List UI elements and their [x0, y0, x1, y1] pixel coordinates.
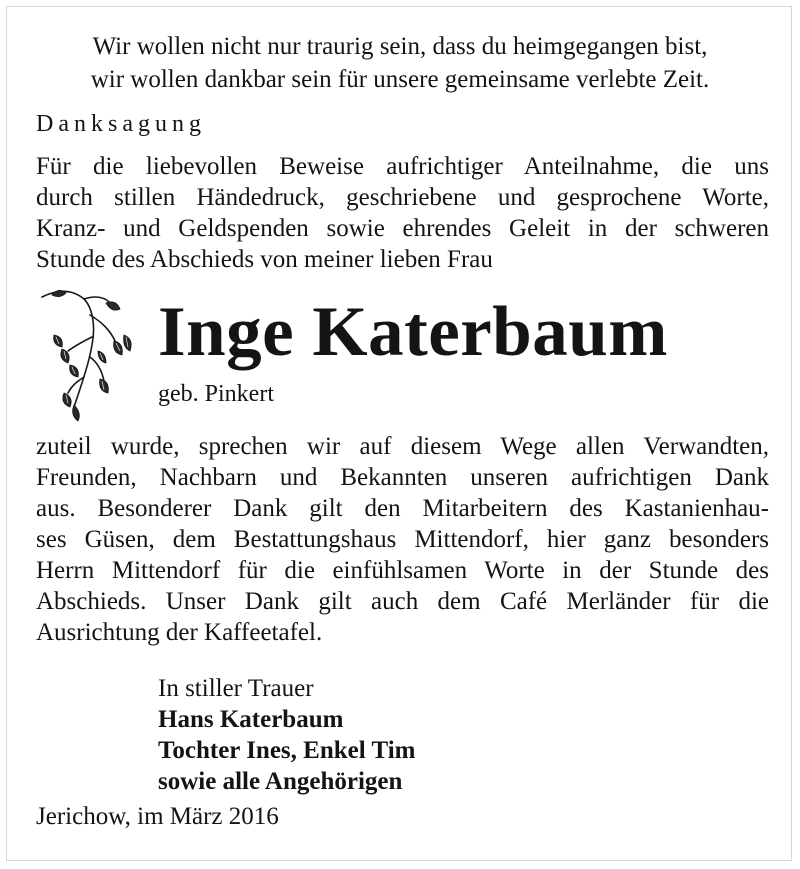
paragraph-2-line: zuteil wurde, sprechen wir auf diesem Wege allen Verwandten, [36, 433, 769, 460]
signature-intro: In stiller Trauer [158, 675, 314, 702]
maiden-name: geb. Pinkert [158, 381, 274, 407]
birch-branch-icon [40, 285, 140, 425]
motto [0, 30, 800, 96]
paragraph-1-line: Kranz- und Geldspenden sowie ehrendes Geleit in der schweren [36, 215, 769, 242]
motto-line-2: wir wollen dankbar sein für unsere gemeinsame verlebte Zeit. [90, 66, 710, 93]
signature-block [158, 673, 415, 797]
paragraph-2-line: ses Güsen, dem Bestattungshaus Mittendorf, hier ganz besonders [36, 526, 769, 553]
heading-danksagung: Danksagung [36, 111, 206, 137]
paragraph-2-line: Abschieds. Unser Dank gilt auch dem Café Merländer für die [36, 588, 769, 615]
paragraph-2-line: Freunden, Nachbarn und Bekannten unseren aufrichtigen Dank [36, 464, 769, 491]
signature-line: sowie alle Angehörigen [158, 768, 403, 795]
paragraph-2 [36, 431, 769, 648]
paragraph-1 [36, 151, 769, 275]
signature-line: Tochter Ines, Enkel Tim [158, 737, 416, 764]
paragraph-2-line: Herrn Mittendorf für die einfühlsamen Worte in der Stunde des [36, 557, 769, 584]
signature-line: Hans Katerbaum [158, 706, 344, 733]
paragraph-2-line: aus. Besonderer Dank gilt den Mitarbeitern des Kastanienhau- [36, 495, 769, 522]
deceased-name: Inge Katerbaum [158, 293, 668, 371]
paragraph-1-line: Für die liebevollen Beweise aufrichtiger Anteilnahme, die uns [36, 153, 769, 180]
motto-line-1: Wir wollen nicht nur traurig sein, dass du heimgegangen bist, [92, 33, 708, 60]
place-date: Jerichow, im März 2016 [36, 803, 279, 830]
paragraph-2-line: Ausrichtung der Kaffeetafel. [36, 619, 323, 646]
paragraph-1-line: durch stillen Händedruck, geschriebene und gesprochene Worte, [36, 184, 769, 211]
paragraph-1-line: Stunde des Abschieds von meiner lieben Frau [36, 246, 493, 273]
